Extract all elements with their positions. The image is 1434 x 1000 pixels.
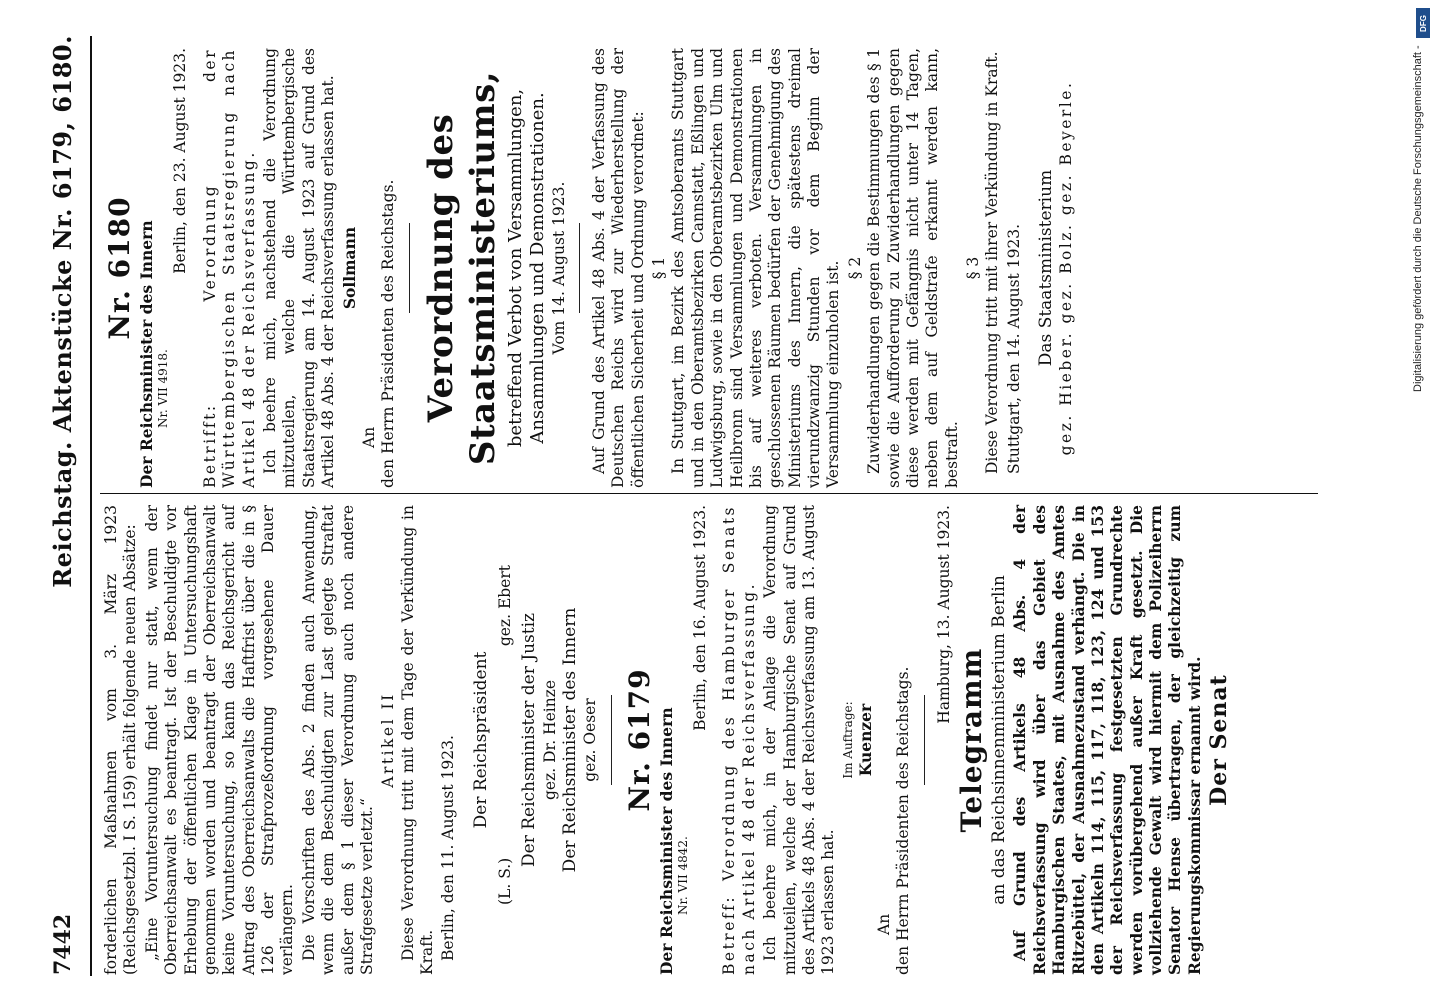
seal-mark: (L. S.) [496, 857, 514, 905]
running-title: Reichstag. Aktenstücke Nr. 6179, 6180. [48, 35, 77, 588]
separator [579, 223, 580, 313]
paragraph-1-text: In Stuttgart, im Bezirk des Amtsoberamts Stuttgart und in den Oberamtsbezirken Cannstatt, Eßlingen und Ludwigsburg, sowie in den Oberamtsbezirken Ulm und Heilbronn sind Versammlungen und Demonstrationen bis auf weiteres verboten. Versammlungen in geschlossenen Räumen bedürfen der Genehmigung des Ministeriums des Innern, die spätestens dreimal vierundzwanzig Stunden vor dem Beginn der Versammlung einzuholen ist. [669, 48, 843, 488]
signature-title-justice: Der Reichsminister der Justiz [519, 613, 540, 867]
addressee-label-6179: An [875, 913, 893, 935]
document-number-6180: Nr. 6180 [103, 196, 136, 340]
addressee-6179: den Herrn Präsidenten des Reichstags. [894, 666, 913, 975]
ordinance-preamble: Auf Grund des Artikel 48 Abs. 4 der Verfassung des Deutschen Reichs wird zur Wiederherstellung der öffentlichen Sicherheit und Ordnung verordnet: [589, 48, 647, 488]
quote-paragraph-1: „Eine Voruntersuchung findet nur statt, wenn der Oberreichsanwalt es beantragt. Ist der Beschuldigte vor Erhebung der öffentlichen Klage in Untersuchungshaft genommen worden und beantragt der Oberreichsanwalt keine Voruntersuchung, so kann das Reichsgericht auf Antrag des Oberreichsanwalts die Haftfrist über die in § 126 der Strafprozeßordnung vorgesehene Dauer verlängern. [142, 505, 297, 975]
telegram-place-date: Hamburg, 13. August 1923. [934, 505, 953, 724]
document-number-6179: Nr. 6179 [622, 668, 656, 812]
signer-6179: Kuenzer [855, 703, 875, 777]
page-number: 7442 [49, 913, 76, 975]
signature-name-justice: gez. Dr. Heinze [540, 679, 559, 801]
addressee-6180: den Herrn Präsidenten des Reichstags. [379, 179, 398, 488]
telegram-body: Auf Grund des Artikels 48 Abs. 4 der Reichsverfassung wird über das Gebiet des Hamburgischen Staates, mit Ausnahme des Amtes Ritzebüttel, der Ausnahmezustand verhängt. Die in den Artikeln 114, 115, 117, 118, 123, 124 und 153 der Reichsverfassung festgesetzten Grundrechte werden vorübergehend außer Kraft gesetzt. Die vollziehende Gewalt wird hiermit dem Polizeiherrn Senator Hense übertragen, der gleichzeitig zum Regierungskommissar ernannt wird. [1010, 505, 1204, 975]
subject-6179: Betreff: Verordnung des Hamburger Senats nach Artikel 48 der Reichsverfassung. [720, 505, 758, 975]
signer-6180: Sollmann [340, 226, 360, 310]
header-rule [90, 36, 92, 976]
article-heading: Artikel II [379, 692, 398, 788]
telegram-title: Telegramm [955, 647, 989, 833]
separator [611, 695, 612, 785]
intro-text: forderlichen Maßnahmen vom 3. März 1923 (Reichsgesetzbl. I S. 159) erhält folgende neuen Absätze: [102, 505, 140, 975]
ordinance-signature-title: Das Staatsministerium [1036, 169, 1057, 367]
signature-title-interior: Der Reichsminister des Innern [560, 607, 580, 873]
sender-6179: Der Reichsminister des Innern [656, 707, 676, 975]
by-order-label: Im Auftrage: [840, 701, 855, 779]
reference-6179: Nr. VII 4842. [676, 836, 690, 915]
separator [924, 695, 925, 785]
ordinance-subtitle: betreffend Verbot von Versammlungen, Ansammlungen und Demonstrationen. [504, 88, 548, 448]
decree-date: Berlin, den 11. August 1923. [439, 735, 458, 961]
paragraph-2-text: Zuwiderhandlungen gegen die Bestimmungen des § 1 sowie die Aufforderung zu Zuwiderhandlungen gegen diese werden mit Gefängnis nicht unter 14 Tagen, neben dem auf Geldstrafe erkannt werden kann, bestraft. [865, 48, 961, 488]
digitization-note [1412, 0, 1430, 1000]
telegram-recipient: an das Reichsinnenministerium Berlin [989, 575, 1010, 905]
place-date-6180: Berlin, den 23. August 1923. [171, 48, 190, 274]
sender-6180: Der Reichsminister des Innern [137, 220, 156, 488]
separator [409, 223, 410, 313]
paragraph-1-heading: § 1 [650, 256, 668, 280]
paragraph-3-text: Diese Verordnung tritt mit ihrer Verkündung in Kraft. [983, 51, 1002, 474]
ordinance-signature-names: gez. Hieber. gez. Bolz. gez. Beyerle. [1057, 80, 1076, 456]
rotated-document-page [40, 20, 1330, 980]
digitization-note-text: Digitalisierung gefördert durch die Deutsche Forschungsgemeinschaft - [1412, 45, 1424, 392]
column-divider [100, 493, 1318, 494]
ordinance-date: Vom 14. August 1923. [549, 181, 568, 355]
body-6179: Ich beehre mich, in der Anlage die Verordnung mitzuteilen, welche der Hamburgische Senat auf Grund des Artikels 48 Abs. 4 der Reichsverfassung am 13. August 1923 erlassen hat. [761, 505, 838, 975]
reference-6180: Nr. VII 4918. [156, 349, 171, 428]
quote-paragraph-2: Die Vorschriften des Abs. 2 finden auch Anwendung, wenn die dem Beschuldigten zur Last gelegte Straftat außer dem § 1 dieser Verordnung auch noch andere Strafgesetze verletzt.“ [299, 505, 376, 975]
paragraph-2-heading: § 2 [845, 256, 864, 280]
subject-6180: Betrifft: Verordnung der Württembergischen Staatsregierung nach Artikel 48 der Reichsverfassung. [200, 48, 258, 488]
left-column [102, 505, 1322, 975]
signature-name-interior: gez. Oeser [581, 698, 600, 782]
right-column [102, 48, 1322, 488]
signature-title-president: Der Reichspräsident [470, 651, 491, 829]
ordinance-place-date: Stuttgart, den 14. August 1923. [1004, 223, 1023, 474]
signature-name-president: gez. Ebert [496, 565, 514, 647]
addressee-label-6180: An [359, 426, 378, 448]
article-text: Diese Verordnung tritt mit dem Tage der Verkündung in Kraft. [398, 505, 436, 975]
body-6180: Ich beehre mich, nachstehend die Verordnung mitzuteilen, welche die Württembergische Staatsregierung am 14. August 1923 auf Grund des Artikel 48 Abs. 4 der Reichsverfassung erlassen hat. [260, 48, 337, 488]
running-header [48, 35, 88, 975]
paragraph-3-heading: § 3 [964, 256, 982, 280]
ordinance-title: Verordnung des Staatsministeriums, [420, 70, 503, 466]
telegram-signer: Der Senat [1206, 674, 1233, 806]
dfg-logo: DFG [1416, 8, 1430, 38]
place-date-6179: Berlin, den 16. August 1923. [691, 505, 709, 731]
